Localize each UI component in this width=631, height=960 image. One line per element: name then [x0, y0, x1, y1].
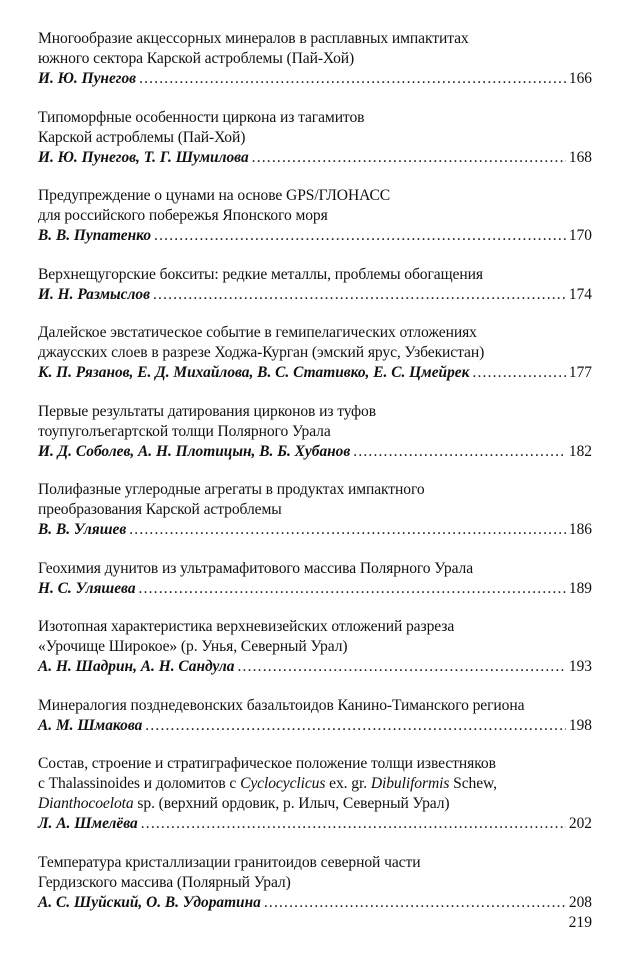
entry-author-line: [38, 226, 592, 246]
toc-entry: [38, 265, 592, 305]
entry-page-number: 174: [568, 285, 592, 303]
entry-title-line: Далейское эвстатическое событие в гемипелагических отложениях: [38, 324, 477, 341]
entry-author-line: [38, 69, 592, 89]
entry-title-line: Типоморфные особенности циркона из тагамитов: [38, 108, 365, 126]
entry-authors: Л. А. Шмелёва: [38, 815, 138, 832]
entry-title-line: джаусских слоев в разрезе Ходжа-Курган (эмский ярус, Узбекистан): [38, 344, 485, 361]
dot-leader: [145, 716, 566, 736]
toc-entry: [38, 853, 592, 913]
entry-title-line: Геохимия дунитов из ультрамафитового массива Полярного Урала: [38, 559, 474, 577]
entry-authors: И. Н. Размыслов: [38, 285, 150, 303]
entry-author-line: [38, 363, 592, 383]
entry-author-line: [38, 716, 592, 736]
entry-author-line: [38, 148, 592, 168]
dot-leader: [129, 520, 566, 540]
entry-title-line: Температура кристаллизации гранитоидов северной части: [38, 853, 421, 871]
dot-leader: [353, 442, 566, 462]
entry-author-line: [38, 579, 592, 599]
entry-authors: И. Ю. Пунегов, Т. Г. Шумилова: [38, 148, 249, 166]
entry-authors: А. М. Шмакова: [38, 716, 143, 734]
entry-title-line: Минералогия позднедевонских базальтоидов Канино-Тиманского региона: [38, 696, 525, 714]
toc-entry: [38, 323, 592, 383]
entry-page-number: 202: [568, 815, 592, 832]
entry-title-line: «Урочище Широкое» (р. Унья, Северный Урал): [38, 638, 348, 655]
entry-authors: А. Н. Шадрин, А. Н. Сандула: [38, 658, 235, 675]
entry-title-line: Первые результаты датирования цирконов из туфов: [38, 402, 377, 420]
dot-leader: [139, 69, 566, 89]
entry-authors: Н. С. Уляшева: [38, 579, 136, 597]
entry-page-number: 193: [568, 658, 592, 675]
toc-entry: [38, 108, 592, 168]
entry-title-line: Состав, строение и стратиграфическое положение толщи известняков: [38, 755, 496, 772]
entry-authors: В. В. Пупатенко: [38, 227, 152, 244]
entry-author-line: [38, 814, 592, 834]
entry-authors: К. П. Рязанов, Е. Д. Михайлова, В. С. Стативко, Е. С. Цмейрек: [38, 364, 470, 381]
toc-entry: [38, 559, 592, 599]
dot-leader: [153, 285, 566, 305]
entry-authors: В. В. Уляшев: [38, 521, 127, 538]
toc-entry: [38, 29, 592, 89]
entry-page-number: 198: [568, 716, 592, 734]
entry-title-line: Гердизского массива (Полярный Урал): [38, 873, 291, 891]
dot-leader: [264, 893, 566, 913]
dot-leader: [139, 579, 566, 599]
entry-page-number: 186: [568, 521, 592, 538]
entry-page-number: 166: [568, 70, 592, 87]
dot-leader: [154, 226, 566, 246]
entry-author-line: [38, 442, 592, 462]
toc-entry: [38, 480, 592, 540]
toc-entry: [38, 402, 592, 462]
entry-author-line: [38, 657, 592, 677]
dot-leader: [472, 363, 565, 383]
entry-title-line: южного сектора Карской астроблемы (Пай-Хой): [38, 50, 355, 67]
dot-leader: [141, 814, 566, 834]
entry-author-line: [38, 893, 592, 913]
entry-title-line: Предупреждение о цунами на основе GPS/ГЛОНАСС: [38, 187, 391, 204]
entry-title-line: Изотопная характеристика верхневизейских отложений разреза: [38, 618, 455, 635]
entry-authors: И. Ю. Пунегов: [38, 70, 137, 87]
toc-entry: [38, 696, 592, 736]
entry-author-line: [38, 520, 592, 540]
dot-leader: [252, 148, 566, 168]
entry-page-number: 177: [568, 364, 592, 381]
entry-title-line: Многообразие акцессорных минералов в расплавных импактитах: [38, 30, 469, 47]
toc-entry: [38, 754, 592, 834]
entry-title-line: Верхнещугорские бокситы: редкие металлы, проблемы обогащения: [38, 265, 483, 283]
entry-authors: А. С. Шуйский, О. В. Удоратина: [38, 893, 261, 911]
page-number: 219: [568, 914, 592, 931]
toc-entry: [38, 186, 592, 246]
table-of-contents: [38, 29, 592, 931]
entry-title-line: Карской астроблемы (Пай-Хой): [38, 128, 246, 146]
entry-page-number: 170: [568, 227, 592, 244]
entry-page-number: 208: [568, 893, 592, 911]
dot-leader: [237, 657, 565, 677]
entry-title-line: для российского побережья Японского моря: [38, 207, 328, 224]
entry-title-line: тоупуголъегартской толщи Полярного Урала: [38, 422, 331, 440]
entry-author-line: [38, 285, 592, 305]
entry-page-number: 189: [568, 579, 592, 597]
entry-authors: И. Д. Соболев, А. Н. Плотицын, В. Б. Хубанов: [38, 442, 351, 460]
toc-entry: [38, 617, 592, 677]
entry-title-line: с Thalassinoides и доломитов с Cyclocyclicus ex. gr. Dibuliformis Schew,: [38, 775, 497, 792]
entry-page-number: 168: [568, 148, 592, 166]
entry-title-line: Полифазные углеродные агрегаты в продуктах импактного: [38, 481, 425, 498]
entry-page-number: 182: [568, 442, 592, 460]
entry-title-line: преобразования Карской астроблемы: [38, 501, 282, 518]
entry-title-line: Dianthocoelota sp. (верхний ордовик, р. Илыч, Северный Урал): [38, 795, 450, 812]
